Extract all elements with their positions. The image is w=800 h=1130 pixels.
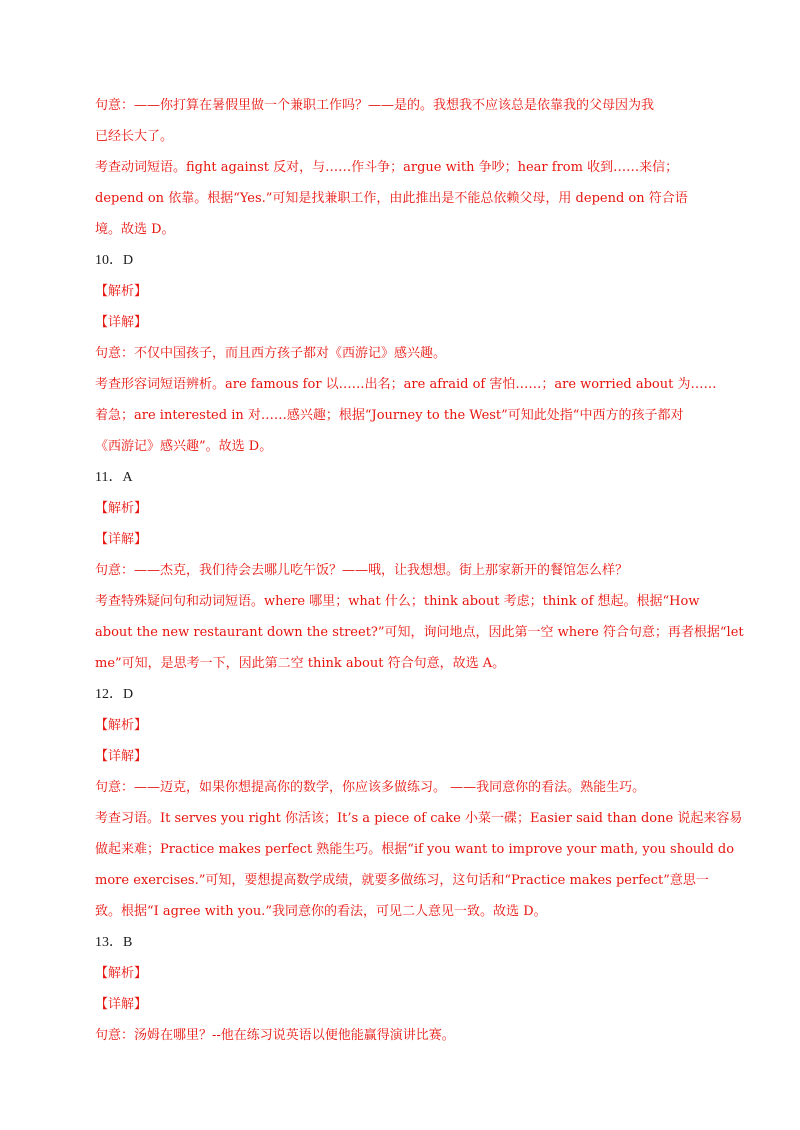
text-line: 句意：汤姆在哪里？--他在练习说英语以便他能赢得演讲比赛。 <box>95 1028 455 1043</box>
text-line: 境。故选 D。 <box>95 222 175 237</box>
text-line: 着急；are interested in 对……感兴趣；根据“Journey to the West”可知此处指“中西方的孩子都对 <box>95 408 684 423</box>
text-line: 句意：——杰克，我们待会去哪儿吃午饭？——哦，让我想想。街上那家新开的餐馆怎么样？ <box>95 563 629 578</box>
text-line: me”可知，是思考一下，因此第二空 think about 符合句意，故选 A。 <box>95 656 506 671</box>
section-heading: 【详解】 <box>95 749 148 764</box>
text-line: 考查形容词短语辨析。are famous for 以……出名；are afraid of 害怕……；are worried about 为…… <box>95 377 717 392</box>
text-line: 考查习语。It serves you right 你活该；It’s a piece of cake 小菜一碟；Easier said than done 说起来容易 <box>95 811 743 826</box>
section-heading: 【解析】 <box>95 966 148 981</box>
section-heading: 【详解】 <box>95 532 148 547</box>
section-heading: 【解析】 <box>95 501 148 516</box>
section-heading: 【详解】 <box>95 997 148 1012</box>
text-line: 句意：——迈克，如果你想提高你的数学，你应该多做练习。 ——我同意你的看法。熟能生巧。 <box>95 780 646 795</box>
text-line: 考查特殊疑问句和动词短语。where 哪里；what 什么；think about 考虑；think of 想起。根据“How <box>95 594 700 609</box>
question-number: 12．D <box>95 687 134 702</box>
question-number: 13．B <box>95 935 133 950</box>
document-page <box>95 90 744 1051</box>
text-line: 句意：——你打算在暑假里做一个兼职工作吗？——是的。我想我不应该总是依靠我的父母因为我 <box>95 98 655 113</box>
text-line: more exercises.”可知，要想提高数学成绩，就要多做练习，这句话和“Practice makes perfect”意思一 <box>95 873 709 888</box>
section-heading: 【解析】 <box>95 718 148 733</box>
section-heading: 【解析】 <box>95 284 148 299</box>
text-line: about the new restaurant down the street?”可知，询问地点，因此第一空 where 符合句意；再者根据“let <box>95 625 744 640</box>
text-line: 致。根据“I agree with you.”我同意你的看法，可见二人意见一致。故选 D。 <box>95 904 547 919</box>
text-line: 《西游记》感兴趣”。故选 D。 <box>95 439 273 454</box>
text-line: 做起来难；Practice makes perfect 熟能生巧。根据“if you want to improve your math, you should do <box>95 842 735 857</box>
question-number: 10．D <box>95 253 134 268</box>
text-line: 考查动词短语。fight against 反对，与……作斗争；argue with 争吵；hear from 收到……来信； <box>95 160 679 175</box>
text-line: 句意：不仅中国孩子，而且西方孩子都对《西游记》感兴趣。 <box>95 346 447 361</box>
text-line: 已经长大了。 <box>95 129 174 144</box>
section-heading: 【详解】 <box>95 315 148 330</box>
question-number: 11．A <box>95 470 133 485</box>
text-line: depend on 依靠。根据“Yes.”可知是找兼职工作，由此推出是不能总依赖父母，用 depend on 符合语 <box>95 191 688 206</box>
